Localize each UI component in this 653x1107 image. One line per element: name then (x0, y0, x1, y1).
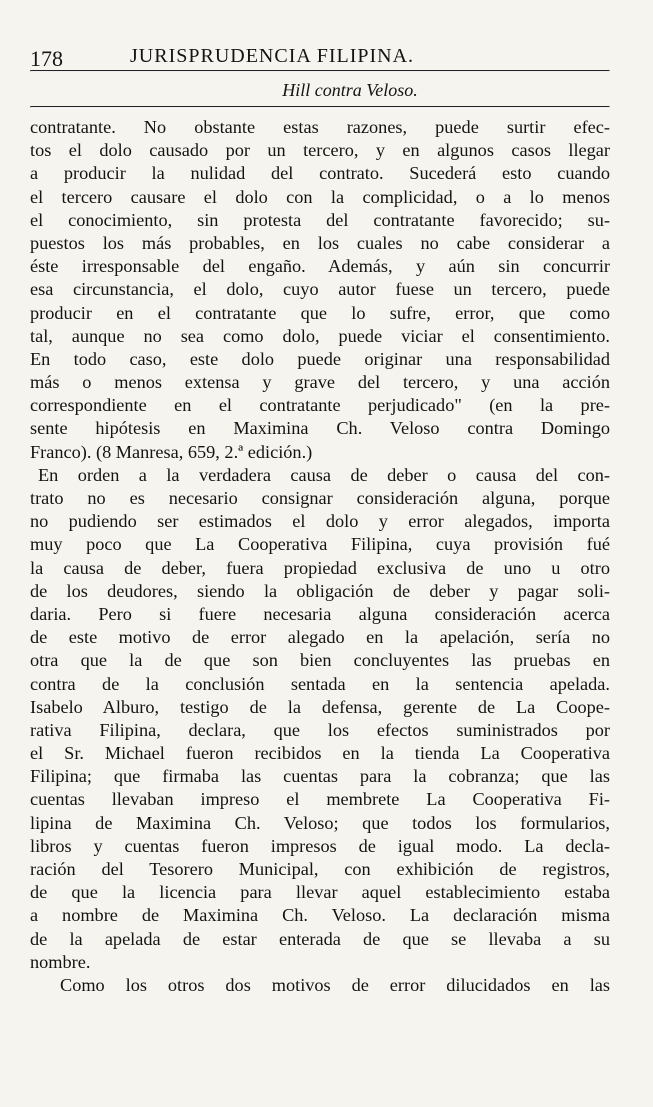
text-line: de este motivo de error alegado en la apelación, sería no (30, 627, 610, 648)
case-title-rule (30, 106, 610, 108)
text-line: Como los otros dos motivos de error dilucidados en las (60, 974, 610, 995)
text-line: correspondiente en el contratante perjudicado" (en la pre- (30, 395, 610, 416)
case-title: Hill contra Veloso. (282, 80, 418, 100)
text-line: esa circunstancia, el dolo, cuyo autor fuese un tercero, puede (30, 279, 610, 300)
page-header (30, 38, 610, 70)
text-line: cuentas llevaban impreso el membrete La Cooperativa Fi- (30, 789, 610, 810)
text-line: de los deudores, siendo la obligación de deber y pagar soli- (30, 580, 610, 601)
text-line: contratante. No obstante estas razones, puede surtir efec- (30, 117, 610, 137)
text-line: producir en el contratante que lo sufre, error, que como (30, 302, 610, 323)
text-line: éste irresponsable del engaño. Además, y aún sin concurrir (30, 256, 610, 277)
text-line: a nombre de Maximina Ch. Veloso. La declaración misma (30, 905, 610, 926)
text-line: sente hipótesis en Maximina Ch. Veloso contra Domingo (30, 418, 610, 439)
text-line: nombre. (30, 951, 91, 972)
running-title: JURISPRUDENCIA FILIPINA. (130, 45, 415, 67)
text-line: Isabelo Alburo, testigo de la defensa, gerente de La Coope- (30, 696, 610, 717)
text-line: En todo caso, este dolo puede originar una responsabilidad (30, 348, 610, 369)
text-line: libros y cuentas fueron impresos de igual modo. La decla- (30, 835, 610, 856)
page-number: 178 (30, 46, 63, 71)
book-page (30, 38, 610, 1078)
text-line: tos el dolo causado por un tercero, y en algunos casos llegar (30, 140, 610, 161)
text-line: de la apelada de estar enterada de que se llevaba a su (30, 928, 610, 949)
text-line: no pudiendo ser estimados el dolo y error alegados, importa (30, 511, 610, 532)
text-line: rativa Filipina, declara, que los efectos suministrados por (30, 719, 610, 740)
text-line: lipina de Maximina Ch. Veloso; que todos los formularios, (30, 812, 610, 833)
text-line: contra de la conclusión sentada en la sentencia apelada. (30, 673, 610, 694)
text-line: daria. Pero si fuere necesaria alguna consideración acerca (30, 603, 610, 624)
text-line: trato no es necesario consignar consideración alguna, porque (30, 488, 610, 508)
text-line: más o menos extensa y grave del tercero, y una acción (30, 372, 610, 393)
text-line: otra que la de que son bien concluyentes las pruebas en (30, 650, 610, 671)
text-line: muy poco que La Cooperativa Filipina, cuya provisión fué (30, 534, 610, 555)
header-rule (30, 70, 610, 72)
text-line: el Sr. Michael fueron recibidos en la tienda La Cooperativa (30, 743, 610, 764)
text-line: el tercero causare el dolo con la complicidad, o a lo menos (30, 186, 610, 207)
text-line: Franco). (8 Manresa, 659, 2.ª edición.) (30, 441, 313, 462)
text-line: tal, aunque no sea como dolo, puede viciar el consentimiento. (30, 325, 610, 346)
text-line: la causa de deber, fuera propiedad exclusiva de uno u otro (30, 557, 610, 578)
body-text (30, 116, 610, 997)
text-line: de que la licencia para llevar aquel establecimiento estaba (30, 882, 610, 903)
text-line: En orden a la verdadera causa de deber o causa del con- (38, 464, 610, 485)
text-line: puestos los más probables, en los cuales no cabe considerar a (30, 232, 610, 253)
text-line: ración del Tesorero Municipal, con exhibición de registros, (30, 859, 610, 879)
text-line: a producir la nulidad del contrato. Sucederá esto cuando (30, 163, 610, 184)
text-line: el conocimiento, sin protesta del contratante favorecido; su- (30, 209, 610, 230)
text-line: Filipina; que firmaba las cuentas para la cobranza; que las (30, 766, 610, 787)
